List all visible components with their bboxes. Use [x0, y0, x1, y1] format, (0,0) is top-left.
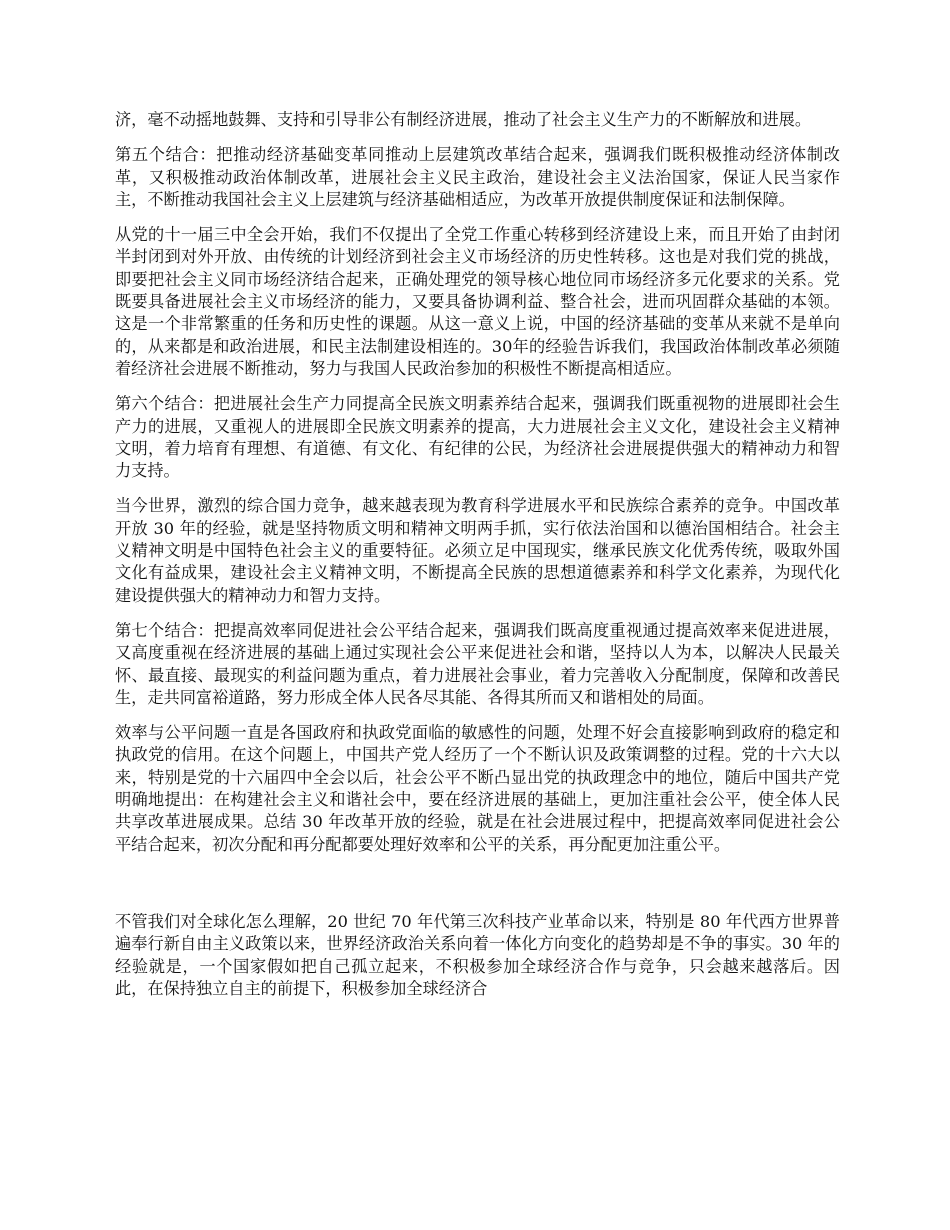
paragraph-spacer [115, 131, 840, 144]
paragraph-spacer [115, 211, 840, 224]
section-spacer [115, 856, 840, 911]
paragraph-spacer [115, 709, 840, 722]
paragraph-2: 第五个结合：把推动经济基础变革同推动上层建筑改革结合起来，强调我们既积极推动经济体制改革，又积极推动政治体制改革，进展社会主义民主政治，建设社会主义法治国家，保证人民当家作主，不断推动我国社会主义上层建筑与经济基础相适应，为改革开放提供制度保证和法制保障。 [115, 145, 840, 209]
paragraph-1: 济，毫不动摇地鼓舞、支持和引导非公有制经济进展，推动了社会主义生产力的不断解放和进展。 [115, 110, 812, 129]
paragraph-spacer [115, 380, 840, 393]
paragraph-8: 不管我们对全球化怎么理解，20 世纪 70 年代第三次科技产业革命以来，特别是 80 年代西方世界普遍奉行新自由主义政策以来，世界经济政治关系向着一体化方向变化的趋势却是不争的事实。30 年的经验就是，一个国家假如把自己孤立起来，不积极参加全球经济合作与竞争，只会越来越落后。因此，在保持独立自主的前提下，积极参加全球经济合 [115, 911, 840, 998]
paragraph-3: 从党的十一届三中全会开始，我们不仅提出了全党工作重心转移到经济建设上来，而且开始了由封闭半封闭到对外开放、由传统的计划经济到社会主义市场经济的历史性转移。这也是对我们党的挑战，即要把社会主义同市场经济结合起来，正确处理党的领导核心地位同市场经济多元化要求的关系。党既要具备进展社会主义市场经济的能力，又要具备协调利益、整合社会，进而巩固群众基础的本领。这是一个非常繁重的任务和历史性的课题。从这一意义上说，中国的经济基础的变革从来就不是单向的，从来都是和政治进展，和民主法制建设相连的。30年的经验告诉我们，我国政治体制改革必须随着经济社会进展不断推动，努力与我国人民政治参加的积极性不断提高相适应。 [115, 225, 840, 378]
paragraph-6: 第七个结合：把提高效率同促进社会公平结合起来，强调我们既高度重视通过提高效率来促进进展，又高度重视在经济进展的基础上通过实现社会公平来促进社会和谐，坚持以人为本，以解决人民最关怀、最直接、最现实的利益问题为重点，着力进展社会事业，着力完善收入分配制度，保障和改善民生，走共同富裕道路，努力形成全体人民各尽其能、各得其所而又和谐相处的局面。 [115, 620, 840, 707]
paragraph-5: 当今世界，激烈的综合国力竞争，越来越表现为教育科学进展水平和民族综合素养的竞争。中国改革开放 30 年的经验，就是坚持物质文明和精神文明两手抓，实行依法治国和以德治国相结合。社会主义精神文明是中国特色社会主义的重要特征。必须立足中国现实，继承民族文化优秀传统，吸取外国文化有益成果，建设社会主义精神文明，不断提高全民族的思想道德素养和科学文化素养，为现代化建设提供强大的精神动力和智力支持。 [115, 496, 840, 605]
paragraph-spacer [115, 607, 840, 620]
paragraph-4: 第六个结合：把进展社会生产力同提高全民族文明素养结合起来，强调我们既重视物的进展即社会生产力的进展，又重视人的进展即全民族文明素养的提高，大力进展社会主义文化，建设社会主义精神文明，着力培育有理想、有道德、有文化、有纪律的公民，为经济社会进展提供强大的精神动力和智力支持。 [115, 394, 840, 481]
document-body [115, 109, 840, 1000]
paragraph-spacer [115, 482, 840, 495]
paragraph-7: 效率与公平问题一直是各国政府和执政党面临的敏感性的问题，处理不好会直接影响到政府的稳定和执政党的信用。在这个问题上，中国共产党人经历了一个不断认识及政策调整的过程。党的十六大以来，特别是党的十六届四中全会以后，社会公平不断凸显出党的执政理念中的地位，随后中国共产党明确地提出：在构建社会主义和谐社会中，要在经济进展的基础上，更加注重社会公平，使全体人民共享改革进展成果。总结 30 年改革开放的经验，就是在社会进展过程中，把提高效率同促进社会公平结合起来，初次分配和再分配都要处理好效率和公平的关系，再分配更加注重公平。 [115, 723, 840, 854]
